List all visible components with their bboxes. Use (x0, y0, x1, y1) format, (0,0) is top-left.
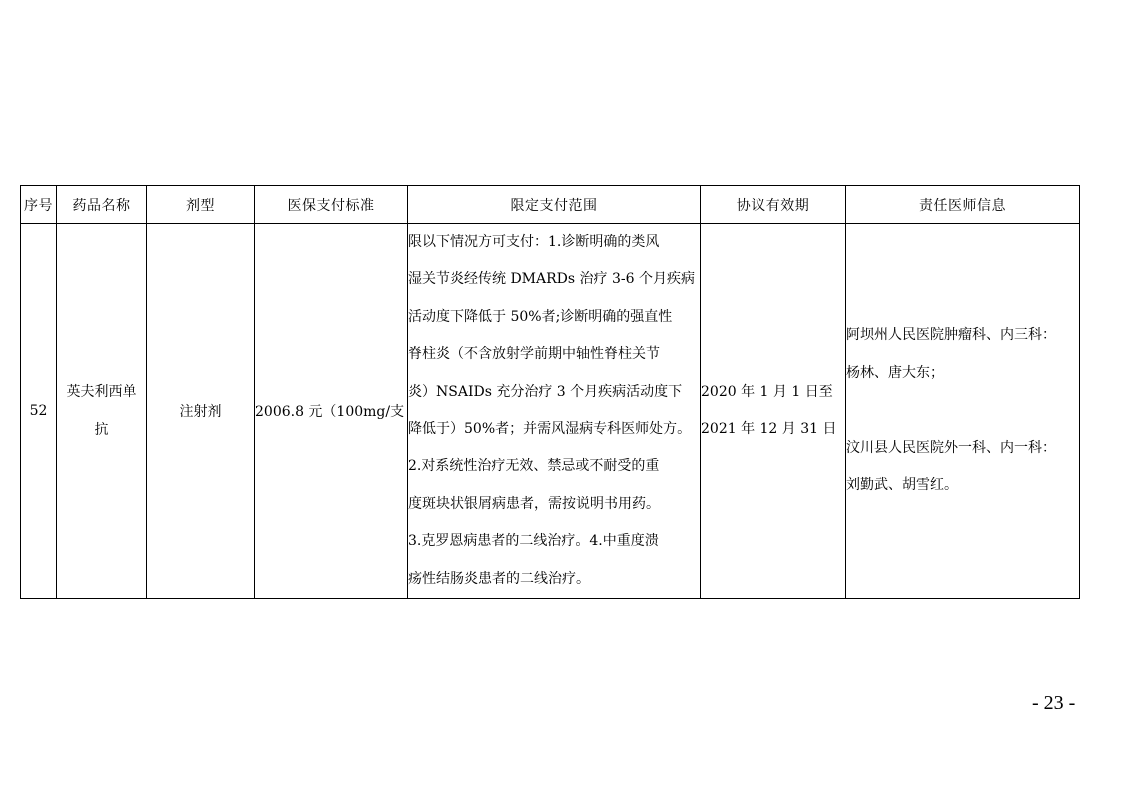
doctor-line: 汶川县人民医院外一科、内一科： (846, 439, 1056, 456)
period-line: 2020 年 1 月 1 日至 (701, 383, 833, 400)
drug-name-line: 英夫利西单 (66, 383, 137, 400)
doctor-line: 阿坝州人民医院肿瘤科、内三科： (846, 327, 1056, 344)
header-agreement-period: 协议有效期 (701, 186, 846, 224)
table-header-row (21, 186, 1080, 224)
row-payment-scope (408, 224, 701, 599)
scope-line: 3.克罗恩病患者的二线治疗。4.中重度溃 (408, 533, 659, 550)
scope-line: 活动度下降低于 50%者;诊断明确的强直性 (408, 308, 673, 325)
row-drug-name (57, 224, 147, 599)
payment-standard-text: 2006.8 元（100mg/支 (255, 403, 405, 420)
header-dosage-form: 剂型 (147, 186, 255, 224)
period-line: 2021 年 12 月 31 日 (701, 420, 837, 437)
row-agreement-period (701, 224, 846, 599)
drug-name-line: 抗 (94, 421, 109, 438)
header-index: 序号 (21, 186, 57, 224)
doctor-spacer (846, 392, 1079, 429)
row-dosage-form: 注射剂 (147, 224, 255, 599)
row-index: 52 (21, 224, 57, 599)
header-drug-name: 药品名称 (57, 186, 147, 224)
scope-line: 脊柱炎（不含放射学前期中轴性脊柱关节 (408, 346, 660, 363)
scope-line: 降低于）50%者；并需风湿病专科医师处方。 (408, 420, 692, 437)
scope-line: 湿关节炎经传统 DMARDs 治疗 3-6 个月疾病 (408, 271, 695, 288)
scope-line: 度斑块状银屑病患者，需按说明书用药。 (408, 495, 660, 512)
scope-line: 2.对系统性治疗无效、禁忌或不耐受的重 (408, 458, 660, 475)
doctor-line: 刘勤武、胡雪红。 (846, 477, 958, 494)
row-doctor-info (846, 224, 1080, 599)
table-row (21, 224, 1080, 599)
row-payment-standard (255, 224, 408, 599)
drug-table (20, 185, 1080, 599)
header-doctor-info: 责任医师信息 (846, 186, 1080, 224)
scope-line: 疡性结肠炎患者的二线治疗。 (408, 570, 590, 587)
header-payment-standard: 医保支付标准 (255, 186, 408, 224)
doctor-line: 杨林、唐大东； (846, 364, 944, 381)
page-number: - 23 - (1032, 692, 1076, 714)
header-payment-scope: 限定支付范围 (408, 186, 701, 224)
scope-line: 限以下情况方可支付：1.诊断明确的类风 (408, 234, 660, 250)
scope-line: 炎）NSAIDs 充分治疗 3 个月疾病活动度下 (408, 383, 683, 400)
